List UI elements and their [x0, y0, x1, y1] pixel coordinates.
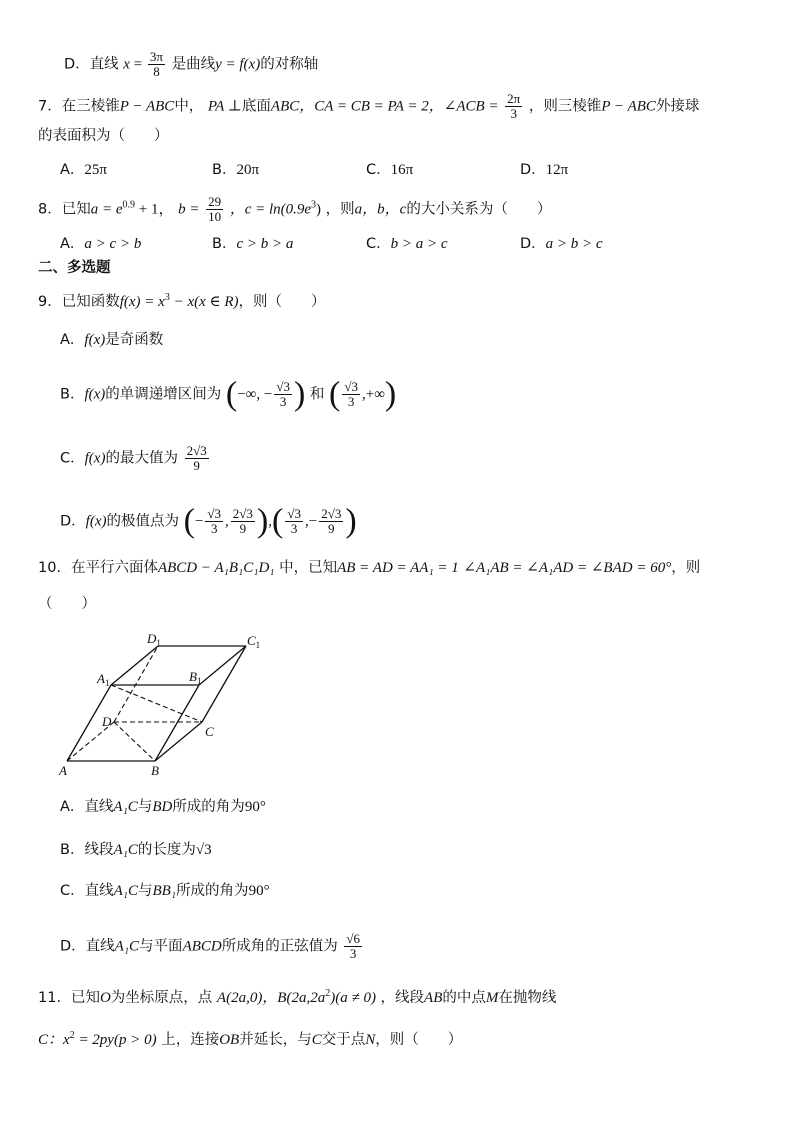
q10-stem-line1: 10．在平行六面体ABCD − A₁B₁C₁D₁ 中，已知AB = AD = AA₁ = 1 ∠A₁AB = ∠A₁AD = ∠BAD = 60°，则	[38, 560, 701, 576]
q9-option-b: B．f(x)的单调递增区间为 (−∞, − $\frac{√3}{3}$ ) 和 ( $\frac{√3}{3}$ ,+∞)	[60, 375, 397, 413]
label-b1: $B_1$	[189, 669, 202, 686]
q8-stem: 8．已知$a = e^{0.9} + 1$， b = $\frac{29}{10}$ ，$c = \ln(0.9e^3)$ ，则a，b，c的大小关系为（ ）	[38, 194, 552, 224]
q7-option-a: A．25π	[60, 162, 107, 178]
q11-stem-line2: C：$x^2 = 2py(p > 0)$ 上，连接OB并延长，与C交于点N，则（ ）	[38, 1030, 463, 1048]
diagonal-bd	[114, 722, 155, 761]
edge-cc1	[202, 646, 246, 722]
q10-option-a: A．直线A₁C与BD所成的角为90°	[60, 799, 266, 815]
q8-option-a: A．a > c > b	[60, 236, 142, 252]
label-d: D	[102, 714, 112, 729]
q10-option-d: D．直线A₁C与平面ABCD所成角的正弦值为 $\frac{√6}{3}$	[60, 931, 360, 961]
q7-stem-line2: 的表面积为（ ）	[38, 128, 169, 144]
q9-stem: 9．已知函数$f(x) = x^3 - x(x$ ∈ R)，则（ ）	[38, 292, 326, 310]
q7-option-c: C．16π	[366, 162, 414, 178]
q6-option-d: D．直线 x = $\frac{3\pi}{8}$ 是曲线y = f(x)的对称轴	[64, 49, 319, 79]
q8-option-c: C．b > a > c	[366, 236, 448, 252]
label-b: B	[151, 763, 159, 778]
parallelepiped-figure	[55, 625, 280, 780]
edge-b1c1	[199, 646, 246, 685]
q10-option-b: B．线段A₁C的长度为√3	[60, 842, 212, 858]
q8-option-d: D．a > b > c	[520, 236, 603, 252]
section-heading-multi-choice: 二、多选题	[38, 260, 111, 276]
edge-dd1	[114, 646, 158, 722]
q11-stem-line1: 11．已知O为坐标原点，点 A(2a,0)，$B(2a,2a^2)(a \ne 0)$ ，线段AB的中点M在抛物线	[38, 988, 557, 1006]
edge-a1d1	[111, 646, 158, 685]
label-d1: $D_1$	[147, 631, 161, 648]
label-c: C	[205, 724, 214, 739]
q10-stem-line2: （ ）	[38, 596, 96, 612]
q7-stem-line1: 7．在三棱锥P − ABC中， PA ⊥底面ABC，CA = CB = PA = 2，∠ACB = $\frac{2\pi}{3}$ ，则三棱锥P − ABC外接球	[38, 91, 700, 121]
q7-option-d: D．12π	[520, 162, 569, 178]
q7-option-b: B．20π	[212, 162, 260, 178]
edge-bb1	[155, 685, 199, 761]
q8-option-b: B．c > b > a	[212, 236, 294, 252]
label-a: A	[59, 763, 67, 778]
q10-option-c: C．直线A₁C与BB₁所成的角为90°	[60, 883, 270, 899]
edge-bc	[155, 722, 202, 761]
q9-option-c: C．f(x)的最大值为 $\frac{2√3}{9}$	[60, 443, 207, 473]
label-a1: $A_1$	[97, 671, 110, 688]
q9-option-a: A．f(x)是奇函数	[60, 332, 164, 348]
label-c1: $C_1$	[247, 633, 261, 650]
q9-option-d: D．f(x)的极值点为 (− $\frac{√3}{3}$ , $\frac{2√3}{9}$ ),( $\frac{√3}{3}$ ,− $\frac{2√3}{9}$ )	[60, 502, 357, 540]
